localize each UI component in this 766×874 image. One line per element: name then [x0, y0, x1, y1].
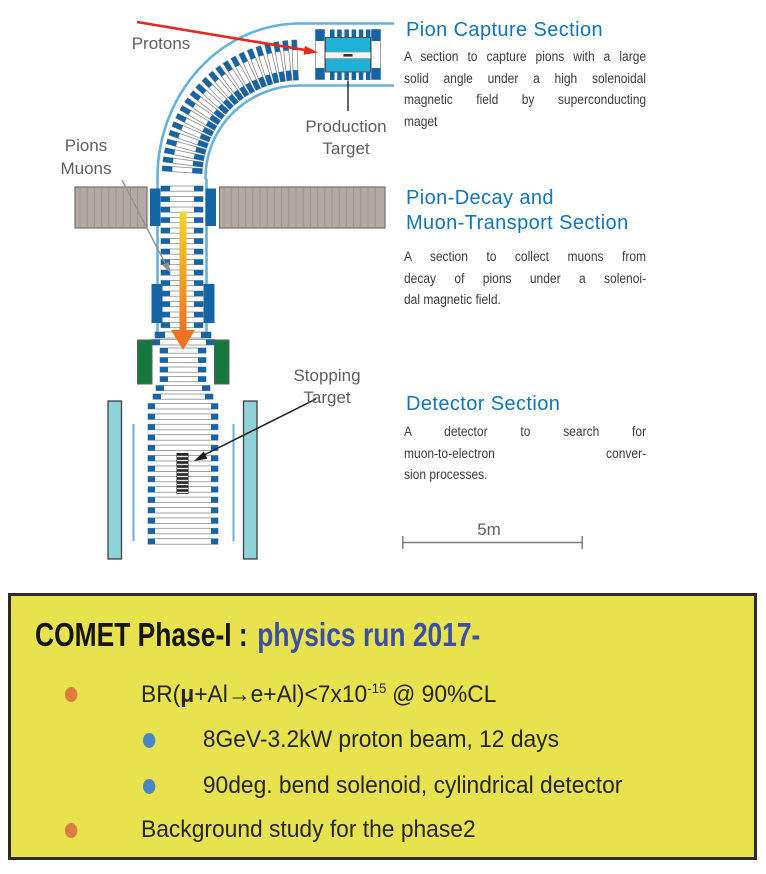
coil-cap [160, 377, 168, 382]
coil-cap [372, 30, 381, 42]
coil-cap [161, 323, 170, 328]
coil-tooth [359, 72, 364, 80]
coil-cap [194, 260, 203, 265]
coil-cap [194, 302, 203, 307]
production-target [344, 54, 353, 57]
coil-rung [148, 508, 218, 514]
coil-rung [148, 424, 218, 430]
wall-magnet-left [150, 189, 161, 227]
coil-cap [194, 312, 203, 317]
section-heading-pion-capture [406, 18, 603, 43]
bullet-row-background-study [65, 814, 476, 846]
coil-cap [211, 497, 218, 503]
coil-cap [198, 348, 206, 353]
section-body-detector [404, 421, 676, 486]
body-line: A section to collect muons from [404, 249, 647, 264]
coil-cap [194, 281, 203, 286]
detector-wall-left [108, 401, 122, 559]
coil-rung [148, 497, 218, 503]
coil-cap [211, 414, 218, 420]
heading-line: Pion Capture Section [406, 19, 604, 41]
coil-cap [211, 476, 218, 482]
section-heading-detector [406, 392, 560, 417]
coil-cap [194, 270, 203, 275]
body-line: A section to capture pions with a large [404, 49, 647, 64]
bullet-row-bend-solenoid [143, 770, 622, 802]
heading-line: Muon-Transport Section [406, 212, 629, 234]
coil-cap [161, 207, 170, 212]
coil-cap [194, 228, 203, 233]
coil-tooth [344, 30, 349, 38]
coil-tooth [330, 30, 335, 38]
coil-cap [211, 518, 218, 524]
coil-tooth [344, 72, 349, 80]
bullet-row-br-limit [65, 678, 496, 710]
coil-cap [148, 414, 155, 420]
section-body-muon-transport [404, 246, 676, 311]
coil-cap [198, 377, 206, 382]
body-line: decay of pions under a solenoi- [404, 270, 647, 286]
title-blue-part: physics run 2017- [257, 616, 481, 653]
title-black-part: COMET Phase-I : [35, 616, 248, 653]
coil-cap [148, 518, 155, 524]
coil-rung [148, 414, 218, 420]
protons-label: Protons [131, 34, 191, 53]
coil-rung [148, 435, 218, 441]
section-body-pion-capture [404, 46, 676, 132]
coil-cap [148, 508, 155, 514]
coil-cap [148, 476, 155, 482]
coil-cap [211, 508, 218, 514]
bullet-text: Background study for the phase2 [141, 816, 476, 843]
coil-cap [211, 528, 218, 534]
coil-cap [148, 424, 155, 430]
mid-magnet-right [204, 284, 215, 323]
coil-cap [161, 197, 170, 202]
orange-bullet-icon [65, 823, 77, 838]
stopping-target-label-line2: Target [303, 388, 351, 407]
coil-cap [211, 466, 218, 472]
body-line: dal magnetic field. [404, 292, 501, 307]
coil-rung [148, 404, 218, 410]
coil-cap [148, 487, 155, 493]
coil-cap [194, 197, 203, 202]
coil-cap [148, 497, 155, 503]
coil-cap [198, 367, 206, 372]
coil-cap [160, 358, 168, 363]
body-line: sion processes. [404, 467, 488, 482]
coil-cap [316, 30, 325, 42]
coil-rung [148, 518, 218, 524]
coil-cap [153, 394, 161, 399]
coil-cap [211, 487, 218, 493]
coil-rung [148, 528, 218, 534]
coil-cap [316, 68, 325, 80]
coil-cap [194, 154, 205, 161]
coil-cap [148, 404, 155, 410]
coil-cap [211, 424, 218, 430]
bullet-text: 8GeV-3.2kW proton beam, 12 days [202, 726, 559, 753]
coil-tooth [337, 72, 342, 80]
coil-tooth [359, 30, 364, 38]
coil-rung [153, 394, 213, 399]
coil-cap [194, 207, 203, 212]
body-line: magnetic field by superconducting [404, 92, 647, 107]
green-magnet-left [138, 340, 153, 384]
muons-label: Muons [60, 159, 112, 178]
br-post: @ 90%CL [392, 680, 497, 708]
phase1-title [35, 616, 480, 654]
coil-cap [372, 68, 381, 80]
coil-cap [194, 239, 203, 244]
coil-cap [148, 445, 155, 451]
coil-rung [156, 386, 210, 391]
green-magnet-right [215, 340, 230, 384]
coil-cap [162, 166, 172, 172]
coil-cap [148, 528, 155, 534]
coil-cap [161, 249, 170, 254]
coil-cap [194, 291, 203, 296]
coil-cap [205, 394, 213, 399]
coil-cap [206, 340, 215, 346]
coil-cap [192, 168, 202, 174]
coil-cap [194, 218, 203, 223]
coil-cap [211, 539, 218, 545]
wall-magnet-right [206, 189, 217, 227]
coil-cap [161, 218, 170, 223]
stopping-target-label-line1: Stopping [293, 366, 361, 385]
bend-coil [292, 40, 299, 80]
coil-rung [148, 445, 218, 451]
coil-cap [198, 358, 206, 363]
coil-cap [148, 539, 155, 545]
coil-cap [194, 249, 203, 254]
coil-cap [160, 367, 168, 372]
production-target-label-line1: Production [305, 117, 387, 136]
coil-cap [148, 435, 155, 441]
pion-capture-assembly [316, 30, 381, 112]
scale-label: 5m [477, 520, 501, 539]
bullet-row-proton-beam [143, 724, 559, 756]
coil-rung [148, 539, 218, 545]
coil-cap [211, 456, 218, 462]
body-line: solid angle under a high solenoidal [404, 70, 647, 86]
shield-wall [75, 187, 385, 228]
br-pre: BR( [141, 680, 181, 708]
section-heading-muon-transport [406, 186, 629, 236]
coil-tooth [337, 30, 342, 38]
coil-cap [161, 239, 170, 244]
stopping-target [177, 453, 189, 494]
body-line: maget [404, 113, 438, 129]
body-line: A detector to search for [404, 424, 647, 439]
blue-bullet-icon [143, 779, 155, 794]
coil-cap [160, 348, 168, 353]
mid-magnet-left [152, 284, 163, 323]
coil-cap [194, 186, 203, 191]
br-exponent: -15 [367, 679, 387, 696]
coil-cap [211, 435, 218, 441]
coil-cap [201, 332, 211, 338]
coil-cap [293, 70, 298, 80]
production-target-label-line2: Target [322, 139, 370, 158]
coil-cap [272, 73, 279, 84]
coil-tooth [330, 72, 335, 80]
coil-cap [148, 456, 155, 462]
coil-cap [161, 186, 170, 191]
coil-tooth [366, 72, 371, 80]
body-line: muon-to-electron conver- [404, 445, 647, 461]
heading-line: Pion-Decay and [406, 187, 554, 209]
coil-cap [161, 228, 170, 233]
detector-wall-right [244, 401, 258, 559]
coil-cap [164, 148, 175, 155]
phase1-summary-box [8, 593, 757, 860]
heading-line: Detector Section [406, 393, 561, 415]
coil-tooth [352, 72, 357, 80]
coil-tooth [366, 30, 371, 38]
bullet-text [141, 680, 496, 709]
pions-label: Pions [64, 136, 108, 155]
mu-symbol: μ [180, 680, 195, 708]
bullet-text: 90deg. bend solenoid, cylindrical detector [202, 772, 623, 799]
br-mid: +Al→e+Al)<7x10 [194, 680, 368, 708]
coil-cap [211, 404, 218, 410]
coil-cap [155, 332, 165, 338]
coil-cap [279, 71, 286, 82]
coil-cap [156, 386, 164, 391]
coil-cap [148, 466, 155, 472]
bend-coil [162, 166, 202, 174]
coil-cap [194, 323, 203, 328]
blue-bullet-icon [143, 733, 155, 748]
bend-solenoid-coils [162, 40, 298, 174]
coil-cap [202, 386, 210, 391]
orange-bullet-icon [65, 687, 77, 702]
coil-tooth [352, 30, 357, 38]
